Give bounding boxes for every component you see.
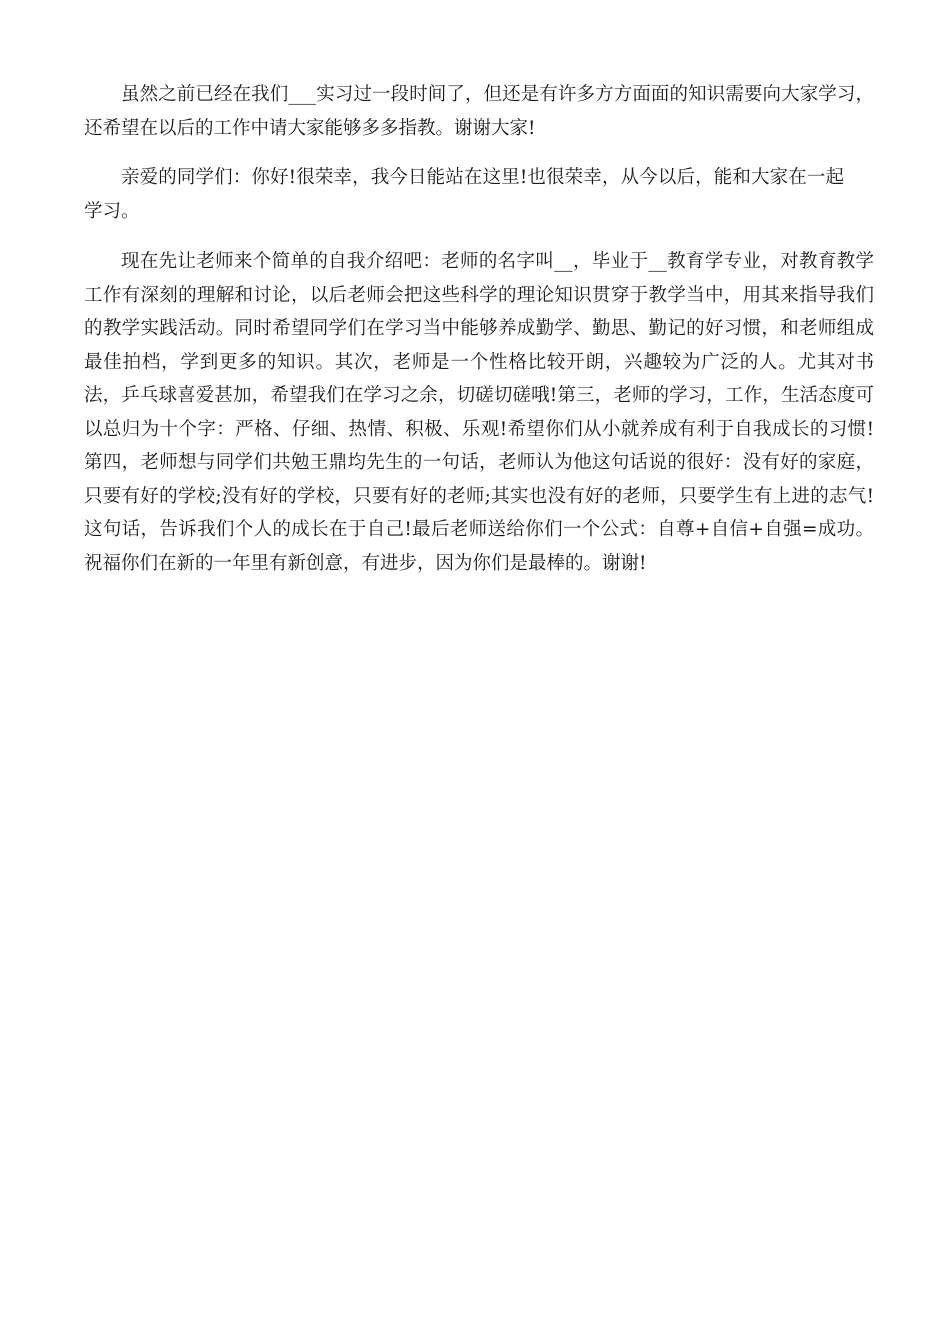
paragraph-greeting: 亲爱的同学们：你好!很荣幸，我今日能站在这里!也很荣幸，从今以后，能和大家在一起学习。	[84, 167, 844, 222]
document-body	[84, 78, 874, 580]
paragraph-self-introduction: 现在先让老师来个简单的自我介绍吧：老师的名字叫__，毕业于__教育学专业，对教育教学工作有深刻的理解和讨论，以后老师会把这些科学的理论知识贯穿于教学当中，用其来指导我们的教学实践活动。同时希望同学们在学习当中能够养成勤学、勤思、勤记的好习惯，和老师组成最佳拍档，学到更多的知识。其次，老师是一个性格比较开朗，兴趣较为广泛的人。尤其对书法，乒乓球喜爱甚加，希望我们在学习之余，切磋切磋哦!第三，老师的学习，工作，生活态度可以总归为十个字：严格、仔细、热情、积极、乐观!希望你们从小就养成有利于自我成长的习惯!第四，老师想与同学们共勉王鼎均先生的一句话，老师认为他这句话说的很好：没有好的家庭，只要有好的学校;没有好的学校，只要有好的老师;其实也没有好的老师，只要学生有上进的志气!这句话，告诉我们个人的成长在于自己!最后老师送给你们一个公式：自尊+自信+自强=成功。祝福你们在新的一年里有新创意，有进步，因为你们是最棒的。谢谢!	[84, 251, 874, 574]
paragraph-intro: 虽然之前已经在我们___实习过一段时间了，但还是有许多方方面面的知识需要向大家学习，还希望在以后的工作中请大家能够多多指教。谢谢大家!	[84, 84, 874, 139]
